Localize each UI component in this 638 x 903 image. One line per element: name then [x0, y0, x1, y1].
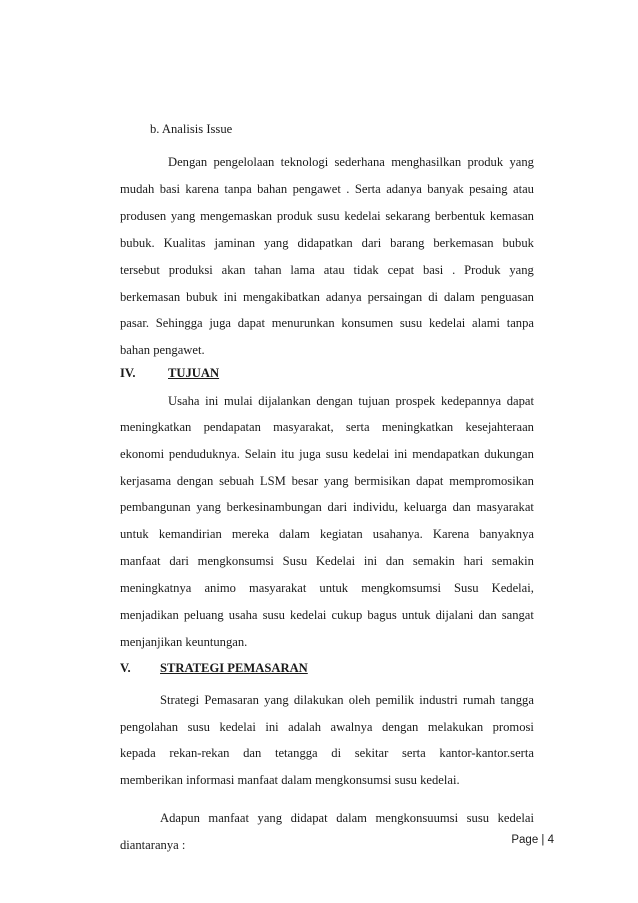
word: rekan-rekan	[169, 746, 230, 760]
word: peluang	[183, 608, 224, 622]
word: mudah	[120, 182, 155, 196]
word: pengolahan	[120, 720, 179, 734]
word: semakin	[412, 554, 455, 568]
word: Adapun	[160, 811, 200, 825]
word: melakukan	[427, 720, 484, 734]
word: tanpa	[506, 316, 534, 330]
word: kerjasama	[120, 474, 172, 488]
word: berkesinambungan	[226, 500, 322, 514]
word: barang	[390, 236, 425, 250]
word: Produk	[464, 263, 501, 277]
word: mengkomsumsi	[361, 581, 441, 595]
word: kemandirian	[158, 527, 222, 541]
word: mulai	[224, 394, 253, 408]
word: promosi	[492, 720, 534, 734]
word: Dengan	[168, 155, 208, 169]
word: kantor-kantor.serta	[439, 746, 534, 760]
word: produsen	[120, 209, 167, 223]
word: pesaing	[469, 182, 508, 196]
paragraph-line	[168, 154, 534, 170]
word: Usaha	[168, 394, 200, 408]
paragraph-line	[120, 580, 534, 596]
word: masyarakat	[249, 581, 307, 595]
word: konsumen	[341, 316, 394, 330]
word: .	[346, 182, 350, 196]
word: mengkonsuumsi	[375, 811, 459, 825]
word: ekonomi	[120, 447, 165, 461]
word: produksi	[168, 263, 213, 277]
word: kedelai	[219, 720, 256, 734]
word: berkemasan	[433, 236, 494, 250]
word: sekitar	[354, 746, 389, 760]
word: dengan	[176, 474, 214, 488]
word: dari	[361, 236, 382, 250]
word: pasar.	[120, 316, 150, 330]
section-iv-number: IV.	[120, 366, 136, 380]
word: kepada	[120, 746, 156, 760]
word: awalnya	[330, 720, 373, 734]
word: dijalankan	[258, 394, 311, 408]
word: bahan	[257, 182, 288, 196]
word: menjadikan	[120, 608, 179, 622]
word: penguasan	[480, 290, 534, 304]
word: tersebut	[120, 263, 160, 277]
word: rumah	[462, 693, 496, 707]
word: pengelolaan	[213, 155, 275, 169]
word: dalam	[336, 811, 367, 825]
word: meningkatnya	[120, 581, 192, 595]
word: Susu	[282, 554, 308, 568]
word: atau	[512, 182, 534, 196]
word: tidak	[353, 263, 379, 277]
word: individu,	[352, 500, 398, 514]
section-iv-title: TUJUAN	[168, 366, 220, 380]
word: dan	[385, 554, 405, 568]
word: akan	[221, 263, 246, 277]
word: kedelai	[352, 447, 390, 461]
paragraph-line: bahan pengawet.	[120, 343, 205, 357]
word: di	[428, 290, 438, 304]
paragraph-line	[120, 607, 534, 623]
word: Kedelai,	[491, 581, 534, 595]
word: yang	[324, 474, 349, 488]
word: basi	[159, 182, 180, 196]
word: cepat	[387, 263, 415, 277]
section-v-number: V.	[120, 661, 131, 675]
word: juga	[299, 447, 321, 461]
word: prospek	[395, 394, 436, 408]
word: alami	[472, 316, 500, 330]
paragraph-line	[120, 745, 534, 761]
word: dapat	[506, 394, 534, 408]
word: yang	[509, 263, 534, 277]
word: dalam	[444, 290, 475, 304]
word: pendapatan	[203, 420, 261, 434]
word: adanya	[325, 290, 362, 304]
word: mempromosikan	[449, 474, 534, 488]
paragraph-line	[120, 499, 534, 515]
word: ini	[363, 554, 378, 568]
word: ini	[223, 290, 237, 304]
word: Pemasaran	[204, 693, 259, 707]
word: dengan	[381, 720, 419, 734]
word: pembangunan	[120, 500, 191, 514]
word: ini	[265, 720, 279, 734]
word: banyak	[427, 182, 464, 196]
word: kesejahteraan	[465, 420, 534, 434]
word: dan	[478, 608, 497, 622]
word: yang	[170, 209, 196, 223]
word: produk	[276, 209, 313, 223]
paragraph-line	[120, 289, 534, 305]
word: produk	[467, 155, 504, 169]
word: di	[331, 746, 342, 760]
word: yang	[509, 155, 534, 169]
word: bubuk	[502, 236, 534, 250]
section-v-title: STRATEGI PEMASARAN	[160, 661, 308, 675]
word: usahanya.	[372, 527, 423, 541]
word: dijalani	[435, 608, 474, 622]
word: tangga	[500, 693, 534, 707]
word: dukungan	[484, 447, 534, 461]
paragraph-line	[120, 446, 534, 462]
word: dalam	[279, 527, 310, 541]
paragraph-line	[120, 262, 534, 278]
word: dan	[243, 746, 262, 760]
word: susu	[325, 447, 349, 461]
word: sekarang	[385, 209, 431, 223]
word: serta	[401, 746, 426, 760]
word: hari	[463, 554, 484, 568]
word: berbentuk	[434, 209, 486, 223]
paragraph-line	[120, 181, 534, 197]
word: Serta	[354, 182, 381, 196]
word: bagus	[367, 608, 397, 622]
paragraph-line	[120, 315, 534, 331]
paragraph-line	[168, 393, 534, 409]
word: tetangga	[274, 746, 318, 760]
word: menurunkan	[271, 316, 335, 330]
word: berkemasan	[120, 290, 181, 304]
word: dan	[452, 500, 471, 514]
word: atau	[323, 263, 345, 277]
word: animo	[204, 581, 236, 595]
word: untuk	[319, 581, 349, 595]
word: pengawet	[292, 182, 341, 196]
word: besar	[291, 474, 319, 488]
word: keluarga	[403, 500, 447, 514]
paragraph-line	[120, 208, 534, 224]
word: teknologi	[280, 155, 329, 169]
word: serta	[345, 420, 370, 434]
word: juga	[209, 316, 231, 330]
word: susu	[466, 811, 490, 825]
word: Strategi	[160, 693, 200, 707]
word: mengemaskan	[200, 209, 273, 223]
word: bubuk.	[120, 236, 155, 250]
word: tujuan	[358, 394, 390, 408]
paragraph-line	[120, 526, 534, 542]
word: didapatkan	[297, 236, 353, 250]
word: adanya	[386, 182, 422, 196]
word: susu	[317, 209, 340, 223]
word: sederhana	[334, 155, 385, 169]
word: usaha	[228, 608, 258, 622]
word: persaingan	[367, 290, 423, 304]
word: kedelai	[290, 608, 327, 622]
word: ini	[205, 394, 219, 408]
word: sangat	[501, 608, 534, 622]
paragraph-line	[160, 692, 534, 708]
word: manfaat	[120, 554, 161, 568]
word: oleh	[348, 693, 371, 707]
word: dapat	[416, 474, 444, 488]
word: LSM	[259, 474, 286, 488]
word: dengan	[316, 394, 353, 408]
word: kegiatan	[319, 527, 363, 541]
word: Kedelai	[315, 554, 356, 568]
word: basi	[423, 263, 444, 277]
word: sebuah	[219, 474, 255, 488]
word: mendapatkan	[412, 447, 480, 461]
paragraph-line: menjanjikan keuntungan.	[120, 635, 248, 649]
word: jaminan	[214, 236, 256, 250]
page-number: Page | 4	[511, 834, 554, 846]
word: semakin	[491, 554, 534, 568]
word: Sehingga	[155, 316, 203, 330]
paragraph-line: diantaranya :	[120, 838, 186, 852]
word: tahan	[254, 263, 282, 277]
paragraph-line	[120, 473, 534, 489]
word: yang	[264, 693, 289, 707]
word: karena	[185, 182, 219, 196]
word: yang	[196, 500, 221, 514]
word: yang	[264, 236, 289, 250]
word: susu	[187, 720, 210, 734]
word: banyaknya	[479, 527, 534, 541]
paragraph-line	[160, 810, 534, 826]
paragraph-line	[120, 719, 534, 735]
paragraph-line	[120, 419, 534, 435]
word: dari	[169, 554, 189, 568]
word: untuk	[401, 608, 431, 622]
word: kedepannya	[440, 394, 502, 408]
word: didapat	[290, 811, 328, 825]
word: yang	[257, 811, 283, 825]
word: manfaat	[208, 811, 249, 825]
word: Kualitas	[163, 236, 206, 250]
word: Susu	[454, 581, 479, 595]
paragraph-line: memberikan informasi manfaat dalam mengkonsumsi susu kedelai.	[120, 773, 460, 787]
paragraph-line	[120, 553, 534, 569]
word: bermisikan	[354, 474, 411, 488]
word: ini	[394, 447, 408, 461]
word: industri	[419, 693, 458, 707]
word: mereka	[231, 527, 269, 541]
word: adalah	[288, 720, 322, 734]
word: dari	[327, 500, 348, 514]
word: kemasan	[489, 209, 534, 223]
word: dilakukan	[293, 693, 344, 707]
word: untuk	[120, 527, 149, 541]
word: kedelai	[497, 811, 534, 825]
word: kedelai	[344, 209, 381, 223]
word: Selain	[244, 447, 277, 461]
word: meningkatkan	[120, 420, 192, 434]
word: penduduknya.	[168, 447, 240, 461]
word: susu	[262, 608, 285, 622]
word: tanpa	[224, 182, 252, 196]
word: dapat	[237, 316, 265, 330]
word: .	[452, 263, 456, 277]
word: menghasilkan	[391, 155, 462, 169]
word: kedelai	[428, 316, 466, 330]
word: masyarakat,	[273, 420, 334, 434]
word: itu	[281, 447, 295, 461]
word: susu	[399, 316, 423, 330]
word: lama	[290, 263, 315, 277]
word: bubuk	[186, 290, 218, 304]
word: masyarakat	[476, 500, 534, 514]
word: mengakibatkan	[242, 290, 320, 304]
word: cukup	[331, 608, 363, 622]
word: Karena	[432, 527, 470, 541]
word: meningkatkan	[381, 420, 454, 434]
word: pemilik	[375, 693, 415, 707]
section-b-title: b. Analisis Issue	[150, 122, 233, 136]
word: mengkonsumsi	[197, 554, 274, 568]
paragraph-line	[120, 235, 534, 251]
